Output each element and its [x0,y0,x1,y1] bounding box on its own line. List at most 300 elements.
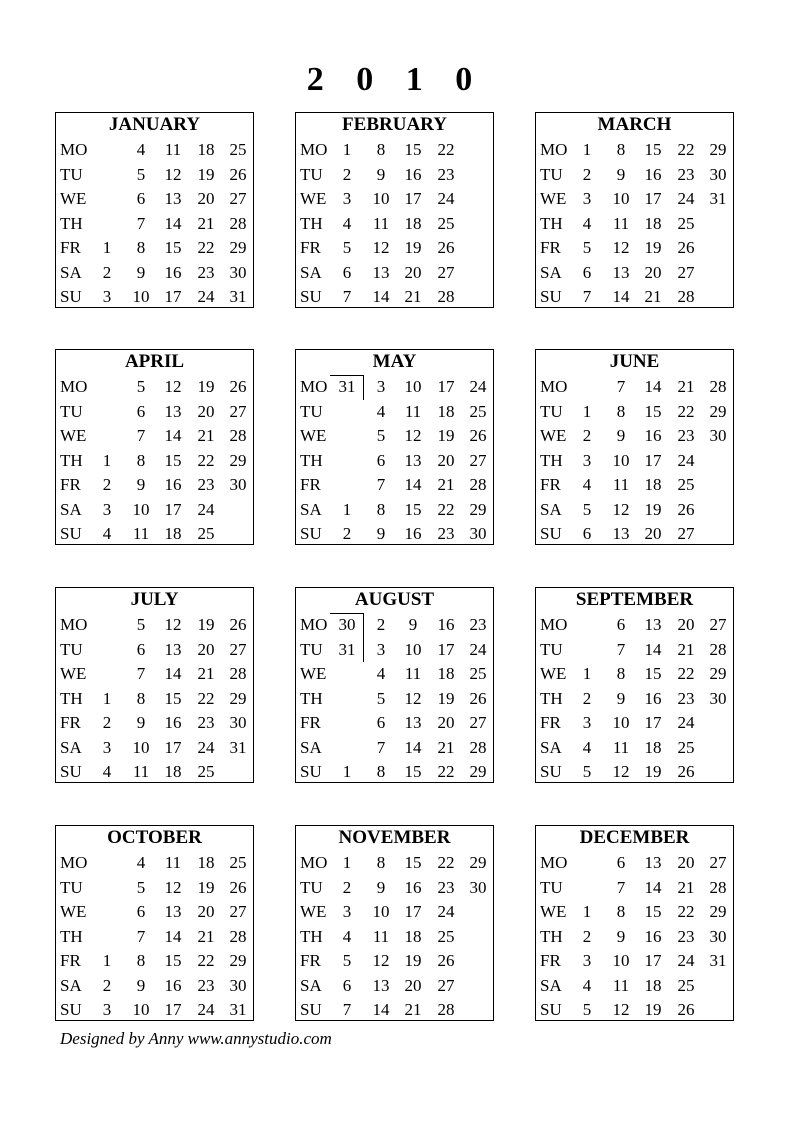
day-number: 30 [338,615,356,634]
weekday-row [536,900,733,924]
day-number: 24 [677,951,695,970]
day-number: 4 [376,664,386,683]
day-number: 27 [229,639,247,659]
day-number: 20 [404,975,422,995]
day-number: 27 [469,713,487,732]
day-number: 1 [342,853,352,872]
day-number: 31 [338,377,356,396]
weekday-label: FR [60,713,81,732]
day-number: 23 [197,262,215,282]
day-number: 1 [342,140,352,159]
day-number: 6 [376,713,386,732]
day-number: 19 [197,615,215,634]
day-number: 6 [136,401,146,421]
day-number: 8 [376,499,386,519]
weekday-label: TU [60,639,83,659]
weekday-row [536,522,733,546]
weekday-label: FR [300,713,321,732]
weekday-label: TH [300,688,323,708]
day-number: 20 [677,615,695,634]
day-number: 26 [677,762,695,781]
month-name: MAY [372,351,417,372]
weekday-label: TH [540,450,563,470]
month-name: AUGUST [354,589,435,610]
day-number: 9 [136,975,146,995]
weekday-label: SA [60,975,82,995]
day-number: 18 [404,213,422,233]
day-number: 22 [197,688,215,708]
day-number: 25 [197,524,215,543]
weekday-row [296,522,493,546]
weekday-row [536,424,733,448]
weekday-label: TU [540,877,563,897]
day-number: 10 [372,902,390,921]
month-february [295,112,494,308]
day-number: 6 [376,450,386,470]
weekday-row [56,974,253,998]
weekday-row [56,522,253,546]
weekday-row [296,851,493,875]
day-number: 12 [612,499,630,519]
day-number: 23 [677,164,695,184]
day-number: 12 [372,951,390,970]
day-number: 16 [644,926,662,946]
day-number: 27 [709,853,727,872]
day-number: 18 [644,475,662,494]
day-number: 30 [709,426,727,445]
day-number: 16 [644,164,662,184]
day-number: 6 [342,975,352,995]
weekday-label: FR [300,951,321,970]
day-number: 2 [582,164,592,184]
day-number: 19 [197,377,215,396]
day-number: 28 [469,737,487,757]
day-number: 1 [582,401,592,421]
day-number: 29 [709,664,727,683]
day-number: 2 [342,164,352,184]
weekday-label: TH [300,213,323,233]
day-number: 30 [229,975,247,995]
day-number: 5 [582,762,592,781]
day-number: 27 [229,902,247,921]
weekday-row [536,876,733,900]
weekday-label: MO [60,853,88,872]
day-number: 14 [164,426,182,445]
day-number: 27 [709,615,727,634]
day-number: 8 [136,238,146,257]
day-number: 4 [582,737,592,757]
day-number: 23 [677,426,695,445]
day-number: 8 [136,450,146,470]
day-number: 12 [164,377,182,396]
weekday-row [296,687,493,711]
weekday-label: MO [540,853,568,872]
day-number: 24 [437,189,455,208]
day-number: 11 [164,853,182,872]
weekday-label: SA [300,499,322,519]
weekday-row [536,613,733,637]
month-name: NOVEMBER [338,827,451,848]
day-number: 23 [197,713,215,732]
weekday-label: SA [60,737,82,757]
day-number: 12 [404,426,422,445]
day-number: 5 [136,615,146,634]
day-number: 20 [197,401,215,421]
day-number: 5 [376,688,386,708]
weekday-label: SU [60,762,82,781]
day-number: 3 [582,450,592,470]
day-number: 4 [582,475,592,494]
overflow-bracket-side [363,613,364,662]
day-number: 13 [644,853,662,872]
weekday-row [296,876,493,900]
day-number: 24 [677,450,695,470]
day-number: 30 [469,877,487,897]
weekday-row [296,236,493,260]
weekday-label: TU [300,164,323,184]
day-number: 19 [197,164,215,184]
day-number: 10 [612,189,630,208]
day-number: 31 [709,189,727,208]
weekday-label: WE [300,426,327,445]
weekday-row [56,900,253,924]
day-number: 4 [582,975,592,995]
day-number: 19 [644,238,662,257]
weekday-label: WE [300,664,327,683]
day-number: 12 [164,615,182,634]
weekday-row [56,925,253,949]
day-number: 14 [404,737,422,757]
weekday-label: SU [60,287,82,306]
weekday-row [56,662,253,686]
day-number: 2 [582,926,592,946]
overflow-bracket-top [330,375,364,376]
day-number: 26 [677,499,695,519]
day-number: 7 [582,287,592,306]
day-number: 20 [437,450,455,470]
day-number: 28 [469,475,487,494]
day-number: 8 [376,853,386,872]
weekday-label: SU [300,762,322,781]
day-number: 8 [136,688,146,708]
day-number: 6 [136,639,146,659]
month-may [295,349,494,545]
weekday-row [296,638,493,662]
day-number: 7 [376,737,386,757]
day-number: 5 [582,1000,592,1019]
weekday-label: TU [60,164,83,184]
weekday-row [536,711,733,735]
day-number: 29 [709,902,727,921]
day-number: 28 [229,426,247,445]
weekday-label: SU [300,287,322,306]
day-number: 18 [644,737,662,757]
day-number: 25 [677,975,695,995]
weekday-label: MO [540,377,568,396]
day-number: 29 [229,450,247,470]
day-number: 11 [612,975,630,995]
day-number: 16 [164,975,182,995]
day-number: 18 [644,975,662,995]
weekday-row [296,375,493,399]
day-number: 26 [677,238,695,257]
weekday-row [296,449,493,473]
day-number: 30 [709,164,727,184]
month-name: JULY [130,589,179,610]
day-number: 10 [132,1000,150,1019]
day-number: 19 [404,951,422,970]
day-number: 25 [677,737,695,757]
weekday-row [56,876,253,900]
weekday-row [536,400,733,424]
day-number: 22 [677,140,695,159]
month-march [535,112,734,308]
day-number: 11 [372,213,390,233]
month-name: APRIL [124,351,185,372]
day-number: 3 [342,189,352,208]
day-number: 7 [136,926,146,946]
weekday-row [56,449,253,473]
day-number: 14 [644,377,662,396]
day-number: 3 [102,737,112,757]
day-number: 11 [372,926,390,946]
day-number: 20 [644,262,662,282]
weekday-label: FR [60,238,81,257]
weekday-label: FR [60,475,81,494]
weekday-label: WE [540,426,567,445]
month-september [535,587,734,783]
weekday-row [56,138,253,162]
day-number: 18 [437,401,455,421]
weekday-label: WE [60,664,87,683]
weekday-label: SU [300,524,322,543]
weekday-label: SU [60,1000,82,1019]
day-number: 23 [197,475,215,494]
month-name: SEPTEMBER [575,589,694,610]
weekday-row [296,711,493,735]
day-number: 9 [136,475,146,494]
day-number: 15 [404,853,422,872]
weekday-row [296,400,493,424]
day-number: 29 [469,853,487,872]
day-number: 9 [616,926,626,946]
day-number: 25 [197,762,215,781]
day-number: 15 [644,902,662,921]
day-number: 18 [437,664,455,683]
day-number: 14 [164,926,182,946]
day-number: 19 [644,762,662,781]
day-number: 1 [102,688,112,708]
weekday-row [536,687,733,711]
day-number: 1 [582,664,592,683]
day-number: 20 [677,853,695,872]
day-number: 23 [677,926,695,946]
day-number: 30 [709,926,727,946]
month-august [295,587,494,783]
day-number: 7 [342,1000,352,1019]
designer-credit: Designed by Anny www.annystudio.com [60,1029,332,1048]
weekday-label: SU [60,524,82,543]
weekday-label: SA [540,975,562,995]
day-number: 8 [616,664,626,683]
weekday-label: TU [60,401,83,421]
weekday-label: SA [300,737,322,757]
day-number: 21 [644,287,662,306]
day-number: 24 [677,189,695,208]
day-number: 24 [197,287,215,306]
day-number: 21 [404,287,422,306]
day-number: 13 [164,902,182,921]
weekday-label: WE [60,902,87,921]
day-number: 23 [437,524,455,543]
weekday-label: WE [300,902,327,921]
month-name: OCTOBER [107,827,202,848]
weekday-row [56,760,253,784]
day-number: 28 [229,213,247,233]
weekday-row [536,662,733,686]
day-number: 1 [582,140,592,159]
day-number: 15 [644,140,662,159]
day-number: 17 [164,499,182,519]
day-number: 5 [136,164,146,184]
day-number: 15 [164,238,182,257]
day-number: 22 [677,664,695,683]
day-number: 27 [229,189,247,208]
day-number: 18 [164,762,182,781]
day-number: 26 [229,377,247,396]
weekday-row [56,400,253,424]
day-number: 31 [709,951,727,970]
weekday-row [536,163,733,187]
day-number: 9 [616,164,626,184]
day-number: 20 [437,713,455,732]
day-number: 25 [229,853,247,872]
day-number: 13 [612,524,630,543]
day-number: 21 [197,213,215,233]
weekday-label: TH [540,926,563,946]
weekday-label: WE [540,664,567,683]
day-number: 21 [197,926,215,946]
day-number: 5 [582,499,592,519]
day-number: 2 [582,688,592,708]
day-number: 22 [437,140,455,159]
day-number: 29 [229,951,247,970]
day-number: 25 [469,664,487,683]
day-number: 29 [709,401,727,421]
day-number: 10 [404,639,422,659]
day-number: 13 [164,639,182,659]
day-number: 12 [164,164,182,184]
day-number: 14 [404,475,422,494]
weekday-label: TH [300,926,323,946]
day-number: 29 [709,140,727,159]
day-number: 15 [164,450,182,470]
day-number: 17 [404,189,422,208]
day-number: 28 [437,1000,455,1019]
weekday-label: SU [540,287,562,306]
weekday-label: TU [540,164,563,184]
day-number: 12 [612,238,630,257]
weekday-row [536,236,733,260]
day-number: 11 [612,475,630,494]
day-number: 27 [437,975,455,995]
day-number: 15 [644,664,662,683]
weekday-row [536,925,733,949]
day-number: 16 [404,524,422,543]
weekday-row [296,473,493,497]
day-number: 8 [616,902,626,921]
day-number: 13 [164,189,182,208]
weekday-row [536,949,733,973]
day-number: 11 [404,664,422,683]
weekday-row [296,261,493,285]
day-number: 24 [197,499,215,519]
weekday-row [536,974,733,998]
weekday-label: SA [300,262,322,282]
day-number: 10 [612,450,630,470]
day-number: 23 [469,615,487,634]
weekday-label: MO [540,615,568,634]
day-number: 23 [437,164,455,184]
day-number: 11 [612,737,630,757]
day-number: 10 [132,499,150,519]
month-name: JUNE [609,351,660,372]
day-number: 26 [677,1000,695,1019]
day-number: 13 [372,975,390,995]
day-number: 10 [404,377,422,396]
day-number: 10 [612,951,630,970]
day-number: 12 [612,1000,630,1019]
weekday-row [296,736,493,760]
day-number: 5 [342,238,352,257]
day-number: 15 [404,499,422,519]
day-number: 6 [582,524,592,543]
day-number: 21 [197,426,215,445]
day-number: 2 [102,262,112,282]
weekday-row [296,212,493,236]
weekday-label: TH [60,926,83,946]
day-number: 29 [229,688,247,708]
day-number: 20 [197,639,215,659]
weekday-row [536,851,733,875]
day-number: 16 [437,615,455,634]
day-number: 24 [197,1000,215,1019]
weekday-row [56,736,253,760]
day-number: 13 [164,401,182,421]
weekday-label: SA [540,262,562,282]
day-number: 16 [404,877,422,897]
weekday-label: WE [300,189,327,208]
day-number: 26 [437,951,455,970]
day-number: 9 [408,615,418,634]
day-number: 30 [469,524,487,543]
weekday-row [296,498,493,522]
day-number: 14 [372,287,390,306]
weekday-label: SU [540,524,562,543]
day-number: 19 [404,238,422,257]
weekday-row [296,285,493,309]
day-number: 3 [102,499,112,519]
day-number: 18 [197,853,215,872]
weekday-label: TU [300,877,323,897]
day-number: 2 [102,975,112,995]
day-number: 22 [437,853,455,872]
day-number: 6 [616,853,626,872]
day-number: 30 [709,688,727,708]
weekday-label: MO [60,140,88,159]
day-number: 26 [469,426,487,445]
day-number: 10 [132,287,150,306]
